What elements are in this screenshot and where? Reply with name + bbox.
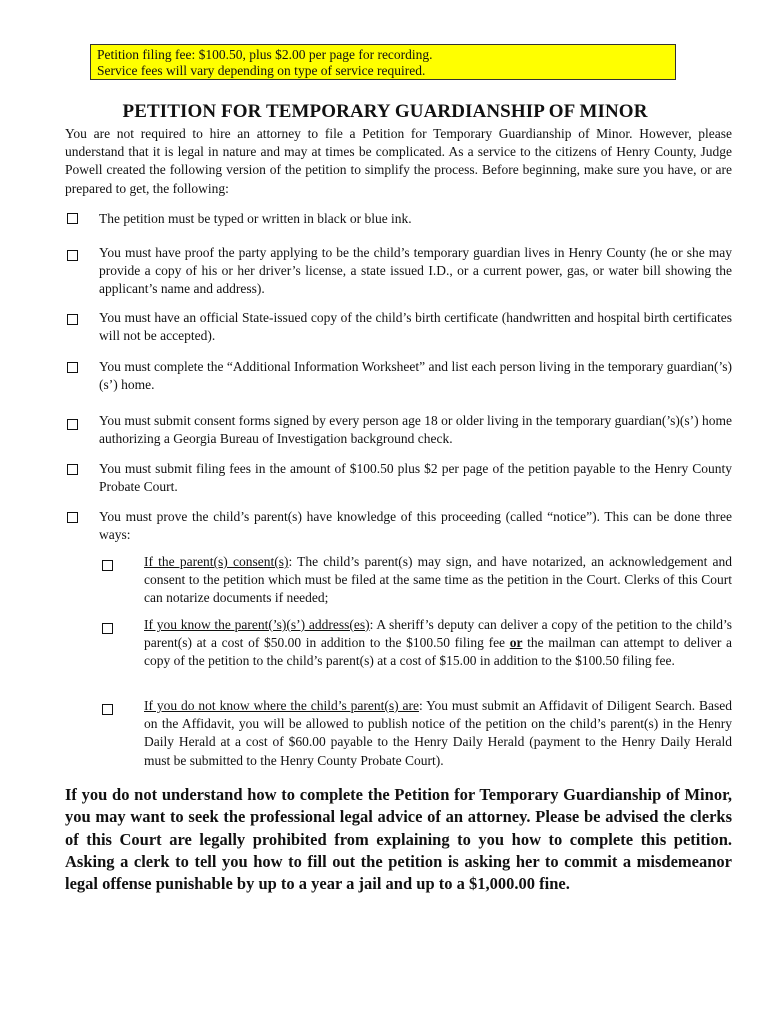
notice-option-emphasis: or (509, 635, 523, 651)
checklist-item-text: The petition must be typed or written in black or blue ink. (99, 211, 412, 226)
checklist-item-notice (65, 508, 732, 544)
checkbox[interactable] (67, 250, 78, 261)
notice-option-unknown-address (100, 697, 732, 770)
checkbox[interactable] (67, 464, 78, 475)
notice-option-body: : You must submit an Affidavit of Diligent Search. Based on the Affidavit, you will be allowed to publish notice of the petition on the child’s parent(s) in the Henry Daily Herald at a cost of $60.00 payable to the Henry Daily Herald (payment to the Henry Daily Herald must be submitted to the Henry County Probate Court). (144, 698, 732, 768)
fee-notice-line-2: Service fees will vary depending on type of service required. (97, 63, 426, 78)
intro-paragraph: You are not required to hire an attorney to file a Petition for Temporary Guardianship of Minor. However, please understand that it is legal in nature and may at times be complicated. As a service to the citizens of Henry County, Judge Powell created the following version of the petition to simplify the process. Before beginning, make sure you have, or are prepared to get, the following: (65, 126, 732, 196)
checkbox[interactable] (102, 560, 113, 571)
checklist-item-filing-fees (65, 460, 732, 496)
fee-notice-line-1: Petition filing fee: $100.50, plus $2.00 per page for recording. (97, 47, 433, 62)
legal-warning: If you do not understand how to complete the Petition for Temporary Guardianship of Minor, you may want to seek the professional legal advice of an attorney. Please be advised the clerks of this Court are legally prohibited from explaining to you how to complete this petition. Asking a clerk to tell you how to fill out the petition is asking her to commit a misdemeanor legal offense punishable by up to a year a jail and up to a $1,000.00 fine. (65, 785, 732, 894)
checklist-item-text: You must submit consent forms signed by every person age 18 or older living in the temporary guardian(’s)(s’) home authorizing a Georgia Bureau of Investigation background check. (99, 413, 732, 447)
checkbox[interactable] (102, 623, 113, 634)
checklist-item-text: You must have proof the party applying to be the child’s temporary guardian lives in Henry County (he or she may provide a copy of his or her driver’s license, a state issued I.D., or a current power, gas, or water bill showing the applicant’s name and address). (99, 245, 732, 297)
notice-option-text (144, 616, 732, 671)
notice-option-body-end: the mailman can attempt to deliver a copy of the petition to the child’s parent(s) at a cost of $15.00 in addition to the $100.50 filing fee. (144, 635, 732, 669)
checkbox[interactable] (67, 362, 78, 373)
checkbox[interactable] (102, 704, 113, 715)
notice-option-heading: If the parent(s) consent(s) (144, 554, 289, 569)
fee-notice-box (90, 44, 676, 80)
checklist-item-text: You must complete the “Additional Information Worksheet” and list each person living in the temporary guardian(’s)(s’) home. (99, 359, 732, 393)
checklist-item-text: You must prove the child’s parent(s) have knowledge of this proceeding (called “notice”). This can be done three ways: (99, 509, 732, 543)
notice-option-text (144, 697, 732, 770)
checklist-item-text: You must have an official State-issued copy of the child’s birth certificate (handwritten and hospital birth certificates will not be accepted). (99, 310, 732, 344)
checklist-item-residence-proof (65, 244, 732, 299)
notice-option-heading: If you know the parent(’s)(s’) address(es) (144, 617, 370, 632)
checklist-item-worksheet (65, 358, 732, 394)
checklist-item-consent-forms (65, 412, 732, 448)
notice-option-body: : A sheriff’s deputy can deliver a copy of the petition to the child’s parent(s) at a cost of $50.00 in addition to the $100.50 filing fee (144, 617, 732, 651)
page-title: PETITION FOR TEMPORARY GUARDIANSHIP OF MINOR (122, 101, 648, 122)
checkbox[interactable] (67, 419, 78, 430)
checklist-item-text: You must submit filing fees in the amount of $100.50 plus $2 per page of the petition payable to the Henry County Probate Court. (99, 461, 732, 495)
notice-option-heading: If you do not know where the child’s parent(s) are (144, 698, 419, 713)
notice-option-body: : The child’s parent(s) may sign, and have notarized, an acknowledgement and consent to the petition which must be filed at the same time as the petition in the Court. Clerks of this Court can notarize documents if needed; (144, 554, 732, 606)
notice-option-known-address (100, 616, 732, 671)
checklist-item-ink (65, 210, 732, 228)
checkbox[interactable] (67, 213, 78, 224)
checkbox[interactable] (67, 512, 78, 523)
checkbox[interactable] (67, 314, 78, 325)
checklist-item-birth-certificate (65, 309, 732, 345)
notice-option-text (144, 553, 732, 608)
notice-option-consent (100, 553, 732, 608)
